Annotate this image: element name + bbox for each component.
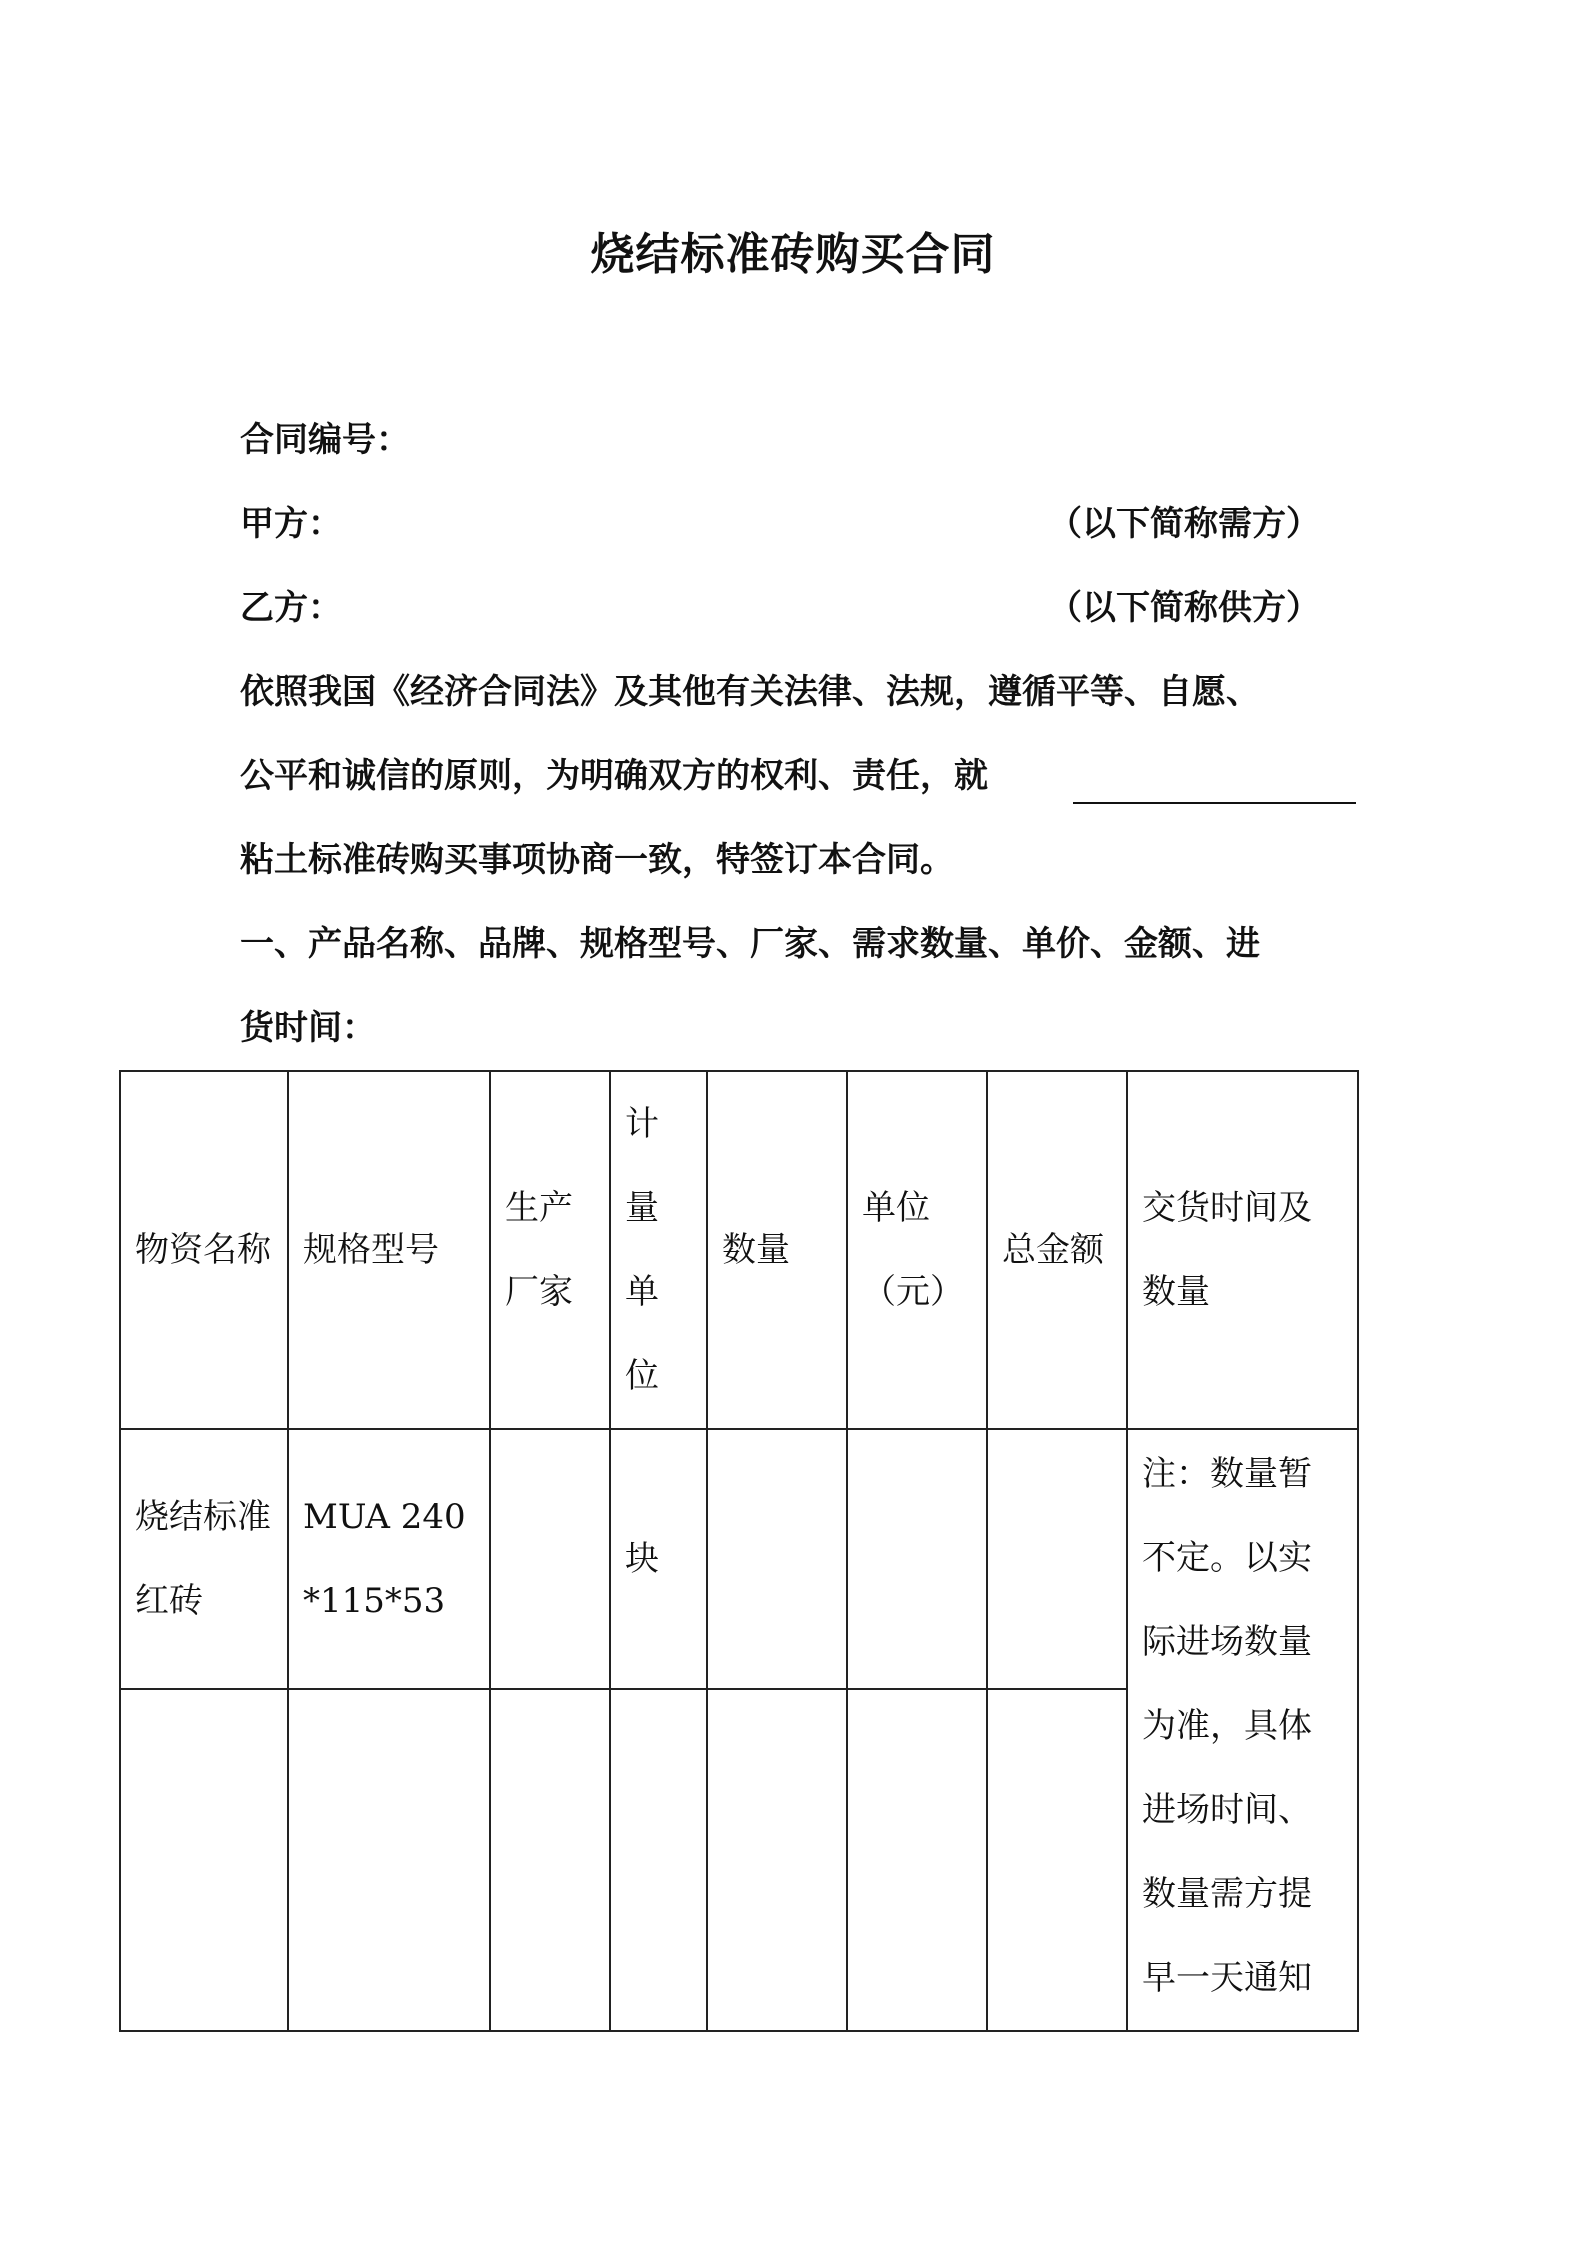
cell-spec: MUA 240*115*53 — [288, 1429, 490, 1689]
intro-line-1: 依照我国《经济合同法》及其他有关法律、法规，遵循平等、自愿、 — [240, 672, 1260, 712]
blank-underline — [1073, 802, 1356, 804]
empty-cell — [707, 1689, 847, 2031]
party-b-note: （以下简称供方） — [1048, 588, 1320, 628]
header-cell: 生产厂家 — [490, 1071, 610, 1429]
intro-line-3: 粘土标准砖购买事项协商一致，特签订本合同。 — [240, 840, 954, 880]
section-1-heading-line-2: 货时间： — [240, 1008, 376, 1048]
document-title: 烧结标准砖购买合同 — [590, 229, 996, 280]
cell-unit: 块 — [610, 1429, 707, 1689]
header-cell: 交货时间及数量 — [1127, 1071, 1358, 1429]
header-cell: 计量单位 — [610, 1071, 707, 1429]
contract-number-label: 合同编号： — [240, 420, 410, 460]
empty-cell — [120, 1689, 288, 2031]
header-cell: 规格型号 — [288, 1071, 490, 1429]
header-cell: 总金额 — [987, 1071, 1127, 1429]
product-table — [119, 1070, 1359, 2032]
table-header-row — [120, 1071, 1358, 1429]
cell-product-name: 烧结标准红砖 — [120, 1429, 288, 1689]
party-a-note: （以下简称需方） — [1048, 504, 1320, 544]
cell-delivery-note: 注：数量暂不定。以实际进场数量为准，具体进场时间、数量需方提早一天通知 — [1127, 1429, 1358, 2031]
cell-maker — [490, 1429, 610, 1689]
cell-price — [847, 1429, 987, 1689]
header-cell: 数量 — [707, 1071, 847, 1429]
header-cell: 单位（元） — [847, 1071, 987, 1429]
empty-cell — [610, 1689, 707, 2031]
empty-cell — [288, 1689, 490, 2031]
table-row — [120, 1429, 1358, 1689]
cell-quantity — [707, 1429, 847, 1689]
empty-cell — [847, 1689, 987, 2031]
cell-total — [987, 1429, 1127, 1689]
header-cell: 物资名称 — [120, 1071, 288, 1429]
party-b-label: 乙方： — [240, 588, 342, 628]
empty-cell — [987, 1689, 1127, 2031]
section-1-heading-line-1: 一、产品名称、品牌、规格型号、厂家、需求数量、单价、金额、进 — [240, 924, 1260, 964]
intro-line-2: 公平和诚信的原则，为明确双方的权利、责任，就 — [240, 756, 988, 796]
party-a-label: 甲方： — [240, 504, 342, 544]
empty-cell — [490, 1689, 610, 2031]
